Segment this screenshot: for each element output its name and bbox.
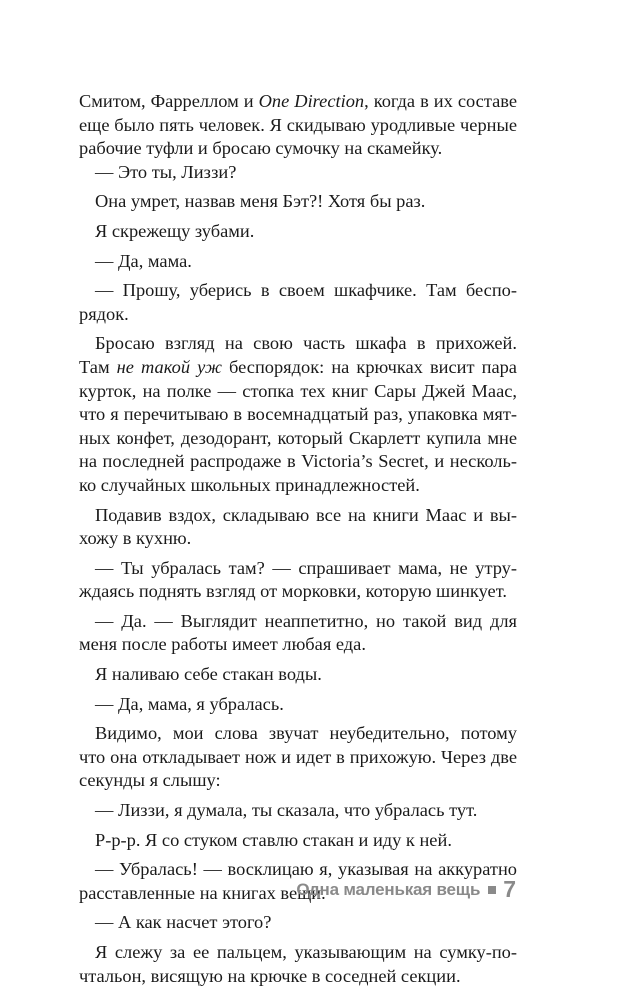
text-line: хожу в кухню. xyxy=(79,528,192,549)
text-line: меня после работы имеет любая еда. xyxy=(79,634,366,655)
text-line: на последней распродаже в Victoria’s Secret, и несколь- xyxy=(79,451,517,472)
text-line: Я наливаю себе стакан воды. xyxy=(95,664,322,685)
text-line: Я скрежещу зубами. xyxy=(95,220,255,241)
page-body xyxy=(79,90,517,988)
book-title: Одна маленькая вещь xyxy=(296,879,481,899)
text-line: Подавив вздох, складываю все на книги Маас и вы- xyxy=(95,504,517,525)
text-line: Бросаю взгляд на свою часть шкафа в прихожей. xyxy=(95,333,517,354)
text-line: рабочие туфли и бросаю сумочку на скамейку. xyxy=(79,138,443,159)
text-line: чтальон, висящую на крючке в соседней секции. xyxy=(79,965,461,986)
text-line: расставленные на книгах вещи. xyxy=(79,882,326,903)
emphasis: One Direction xyxy=(258,91,365,111)
text-line: секунды я слышу: xyxy=(79,770,221,791)
text-line: — Да, мама, я убралась. xyxy=(95,693,284,714)
square-bullet-icon xyxy=(488,886,496,894)
text-line: — Прошу, уберись в своем шкафчике. Там беспо- xyxy=(95,280,517,301)
text-line: ждаясь поднять взгляд от морковки, которую шинкует. xyxy=(79,581,507,602)
text-line: — Да. — Выглядит неаппетитно, но такой вид для xyxy=(95,610,517,631)
text-line: Там не такой уж беспорядок: на крючках висит пара xyxy=(79,356,517,377)
text-line: Она умрет, назвав меня Бэт?! Хотя бы раз. xyxy=(95,191,426,212)
text-line: Р-р-р. Я со стуком ставлю стакан и иду к ней. xyxy=(95,829,452,850)
emphasis: не такой уж xyxy=(116,356,222,377)
text-line: что я перечитываю в восемнадцатый раз, упаковка мят- xyxy=(79,404,517,425)
text-line: — Убралась! — восклицаю я, указывая на аккуратно xyxy=(95,859,517,880)
text-line: рядок. xyxy=(79,303,129,324)
text-line: Смитом, Фарреллом и One Direction, когда в их составе xyxy=(79,91,517,111)
text-line: — А как насчет этого? xyxy=(95,912,272,933)
text-line: — Да, мама. xyxy=(95,250,192,271)
text-line: — Лиззи, я думала, ты сказала, что убралась тут. xyxy=(95,800,478,821)
text-line: — Это ты, Лиззи? xyxy=(95,161,237,182)
text-line: Видимо, мои слова звучат неубедительно, потому xyxy=(95,723,517,744)
text-line: ко случайных школьных принадлежностей. xyxy=(79,474,420,495)
text-line: Я слежу за ее пальцем, указывающим на сумку-по- xyxy=(95,942,517,962)
text-line: курток, на полке — стопка тех книг Сары Джей Маас, xyxy=(79,380,517,401)
text-line: что она откладывает нож и идет в прихожую. Через две xyxy=(79,746,517,767)
text-line: — Ты убралась там? — спрашивает мама, не утру- xyxy=(95,557,517,578)
text-line: ных конфет, дезодорант, который Скарлетт купила мне xyxy=(79,427,517,448)
running-footer xyxy=(296,876,516,903)
text-line: еще было пять человек. Я скидываю уродливые черные xyxy=(79,114,517,135)
page-number: 7 xyxy=(503,876,516,902)
